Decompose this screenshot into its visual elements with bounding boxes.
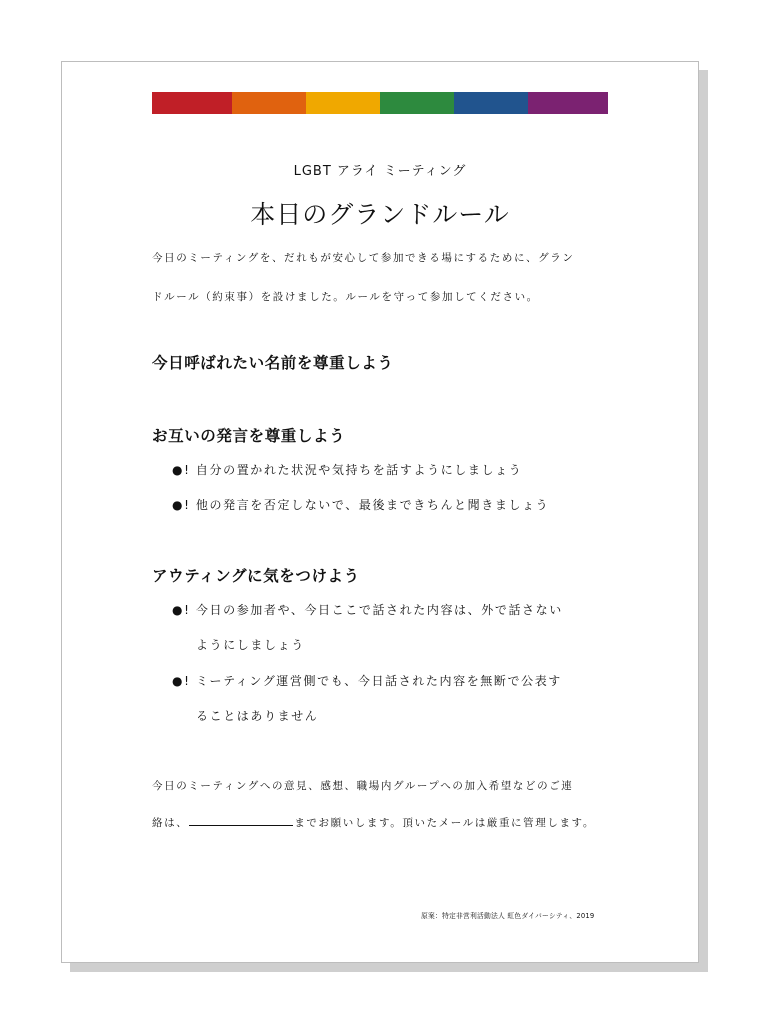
contact-line-1: 今日のミーティングへの意見、感想、職場内グループへの加入希望などのご連 [152,780,574,792]
document-title: 本日のグランドルール [250,200,510,229]
rainbow-stripe-purple [528,92,608,114]
rule-bullet: ●! ミーティング運営側でも、今日話された内容を無断で公表す [172,674,562,688]
credit-footer: 原案：特定非営利活動法人 虹色ダイバーシティ、2019 [421,912,595,920]
rule-heading-names: 今日呼ばれたい名前を尊重しよう [152,354,394,372]
contact-prefix: 絡は、 [152,817,189,829]
rule-bullet: ●! 他の発言を否定しないで、最後まできちんと聞きましょう [172,498,550,512]
contact-line-2 [152,815,595,830]
rule-heading-outing: アウティングに気をつけよう [152,567,360,585]
rainbow-stripe-blue [454,92,528,114]
rainbow-stripe-orange [232,92,306,114]
rainbow-stripe-yellow [306,92,380,114]
rule-bullet: ●! 自分の置かれた状況や気持ちを話すようにしましょう [172,463,523,477]
rainbow-banner [152,92,608,114]
rule-bullet: ●! 今日の参加者や、今日ここで話された内容は、外で話さない [172,603,563,617]
rule-bullet-continuation: ることはありません [196,709,319,723]
email-blank-line [189,815,293,826]
rule-heading-respect: お互いの発言を尊重しよう [152,427,346,445]
document-subtitle: LGBT アライ ミーティング [293,164,467,179]
intro-line-2: ドルール（約束事）を設けました。ルールを守って参加してください。 [152,291,539,303]
contact-suffix: までお願いします。頂いたメールは厳重に管理します。 [294,817,595,829]
rainbow-stripe-green [380,92,454,114]
rule-bullet-continuation: ようにしましょう [196,638,305,652]
rainbow-stripe-red [152,92,232,114]
intro-line-1: 今日のミーティングを、だれもが安心して参加できる場にするために、グラン [152,252,575,264]
